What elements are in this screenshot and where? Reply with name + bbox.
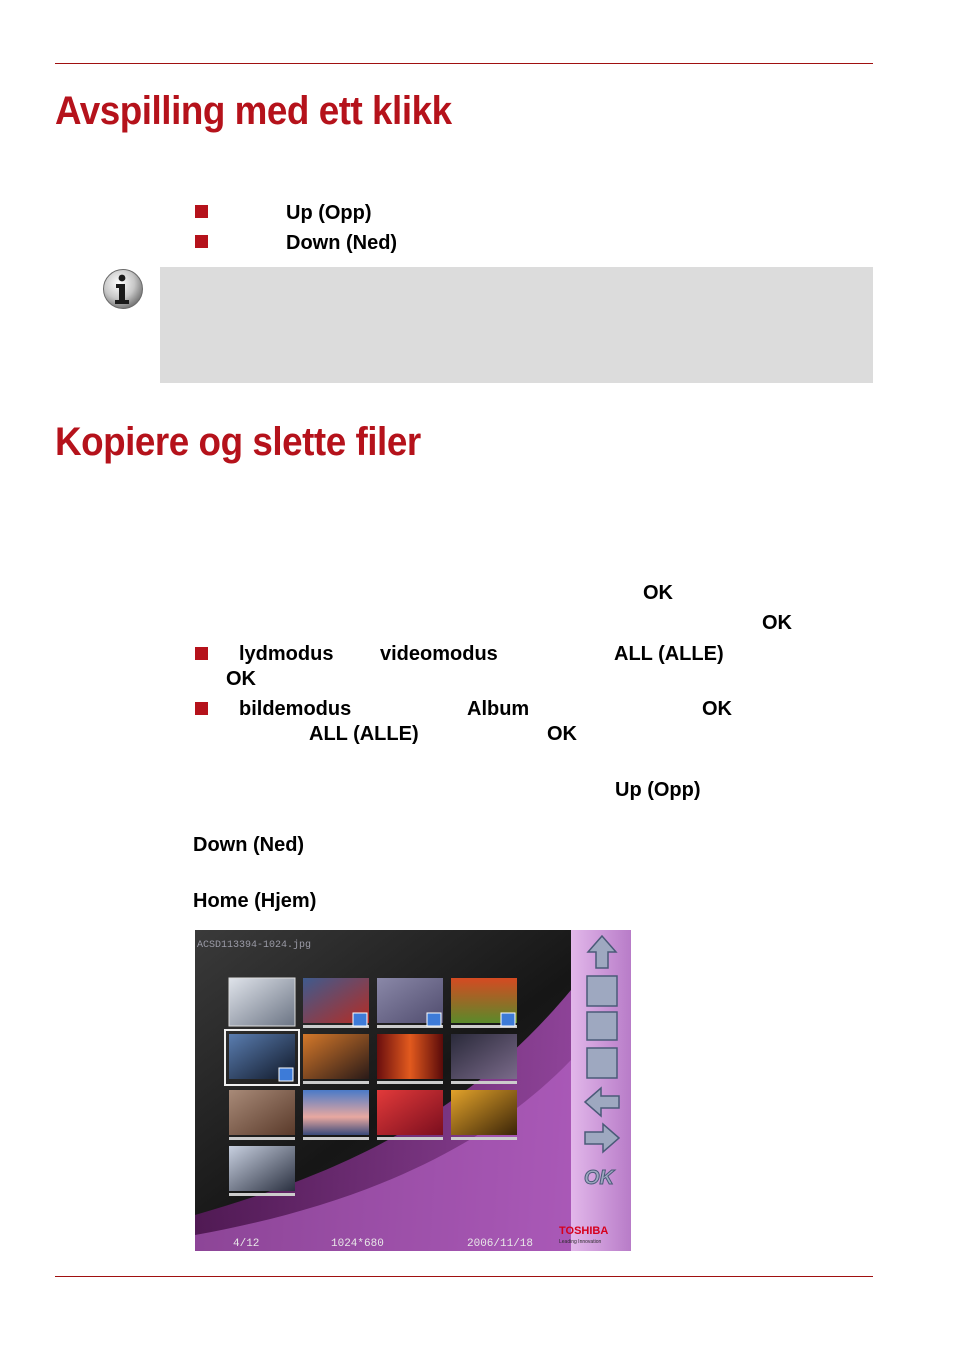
label-home: Home (Hjem)	[193, 890, 317, 912]
ok-label: OK	[547, 723, 577, 745]
bullet-up: Up (Opp)	[286, 202, 372, 224]
copy-icon	[587, 976, 617, 1006]
info-icon	[102, 268, 144, 310]
bullet-marker	[195, 235, 208, 248]
label-album: Album	[467, 698, 530, 720]
edit-icon	[587, 1012, 617, 1040]
label-bildemodus: bildemodus	[239, 698, 352, 720]
bottom-rule	[55, 1276, 873, 1277]
label-videomodus: videomodus	[380, 643, 498, 665]
section-title-copy-delete: Kopiere og slette filer	[55, 420, 421, 464]
top-rule	[55, 63, 873, 64]
ok-label: OK	[762, 612, 792, 634]
resolution-text: 1024*680	[331, 1238, 384, 1250]
layers-icon	[587, 1048, 617, 1078]
label-up: Up (Opp)	[615, 779, 701, 801]
ok-label: OK	[702, 698, 732, 720]
label-lydmodus: lydmodus	[239, 643, 334, 665]
bullet-down: Down (Ned)	[286, 232, 398, 254]
note-box	[160, 267, 873, 383]
section-title-playback: Avspilling med ett klikk	[55, 89, 452, 133]
ok-icon: OK	[584, 1167, 614, 1189]
label-all: ALL (ALLE)	[309, 723, 419, 745]
label-down: Down (Ned)	[193, 834, 305, 856]
bullet-marker	[195, 702, 208, 715]
date-text: 2006/11/18	[467, 1238, 534, 1250]
filename-text: ACSD113394-1024.jpg	[197, 940, 312, 951]
ok-label: OK	[643, 582, 673, 604]
ok-label: OK	[226, 668, 256, 690]
device-screenshot	[195, 930, 631, 1251]
toshiba-logo: TOSHIBA	[559, 1225, 609, 1237]
brand-tagline: Leading Innovation	[559, 1239, 602, 1245]
counter-text: 4/12	[233, 1238, 260, 1250]
bullet-marker	[195, 205, 208, 218]
label-all: ALL (ALLE)	[614, 643, 724, 665]
bullet-marker	[195, 647, 208, 660]
